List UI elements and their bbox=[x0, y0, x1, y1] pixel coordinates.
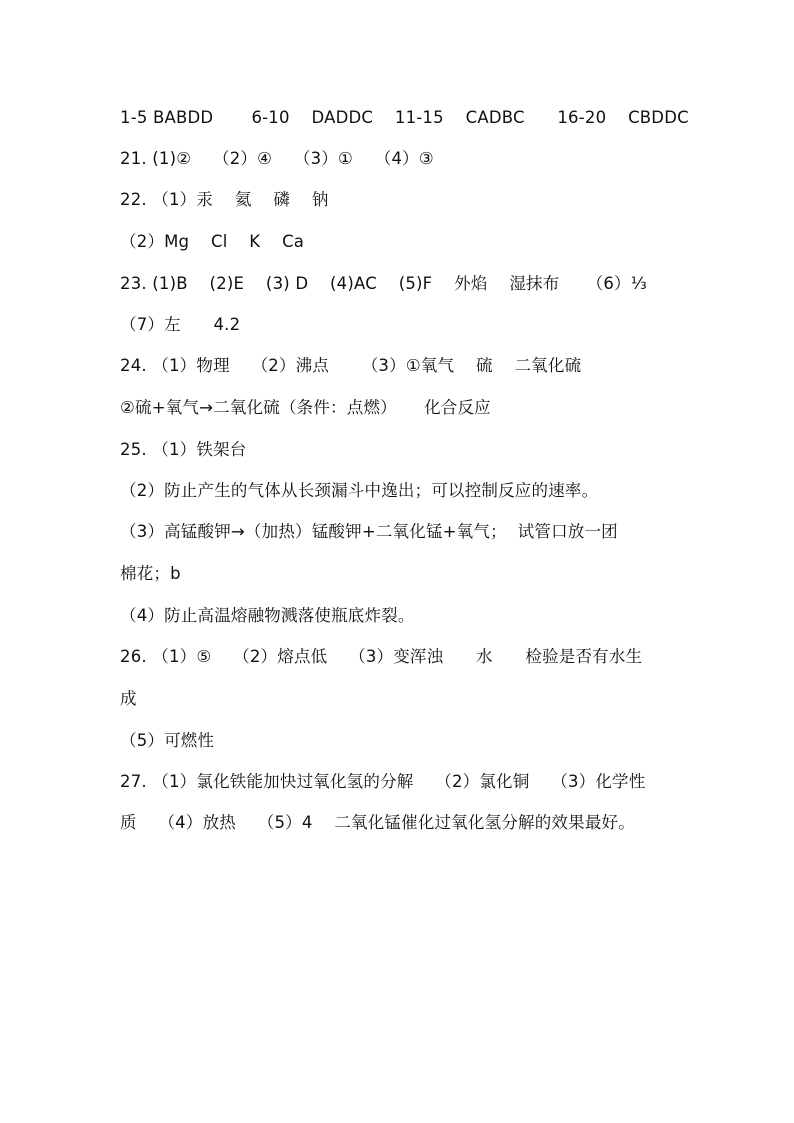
answer-line-22-2: （2）Mg Cl K Ca bbox=[120, 232, 305, 251]
answer-line-26-1: 26. （1）⑤ （2）熔点低 （3）变浑浊 水 检验是否有水生 bbox=[120, 647, 643, 666]
answer-line-mc: 1-5 BABDD 6-10 DADDC 11-15 CADBC 16-20 CBDDC bbox=[120, 108, 689, 127]
answer-line-25-3: （3）高锰酸钾→（加热）锰酸钾+二氧化锰+氧气； 试管口放一团 bbox=[120, 522, 618, 541]
answer-line-26-cont: 成 bbox=[120, 689, 137, 708]
answer-line-26-5: （5）可燃性 bbox=[120, 731, 215, 750]
answer-line-24-1: 24. （1）物理 （2）沸点 （3）①氧气 硫 二氧化硫 bbox=[120, 356, 582, 375]
answer-line-25-2: （2）防止产生的气体从长颈漏斗中逸出；可以控制反应的速率。 bbox=[120, 481, 599, 500]
answer-line-21: 21. (1)② （2）④ （3）① （4）③ bbox=[120, 149, 434, 168]
answer-line-23-2: （7）左 4.2 bbox=[120, 315, 241, 334]
answer-line-23-1: 23. (1)B (2)E (3) D (4)AC (5)F 外焰 湿抹布 （6）⅓ bbox=[120, 274, 647, 293]
answer-line-24-2: ②硫+氧气→二氧化硫（条件：点燃） 化合反应 bbox=[120, 398, 491, 417]
answer-line-25-3-cont: 棉花；b bbox=[120, 564, 181, 583]
answer-line-27-1: 27. （1）氯化铁能加快过氧化氢的分解 （2）氯化铜 （3）化学性 bbox=[120, 772, 646, 791]
answer-line-25-1: 25. （1）铁架台 bbox=[120, 440, 247, 459]
answer-line-22-1: 22. （1）汞 氦 磷 钠 bbox=[120, 190, 329, 209]
answer-line-25-4: （4）防止高温熔融物溅落使瓶底炸裂。 bbox=[120, 606, 415, 625]
answer-line-27-2: 质 （4）放热 （5）4 二氧化锰催化过氧化氢分解的效果最好。 bbox=[120, 813, 635, 832]
